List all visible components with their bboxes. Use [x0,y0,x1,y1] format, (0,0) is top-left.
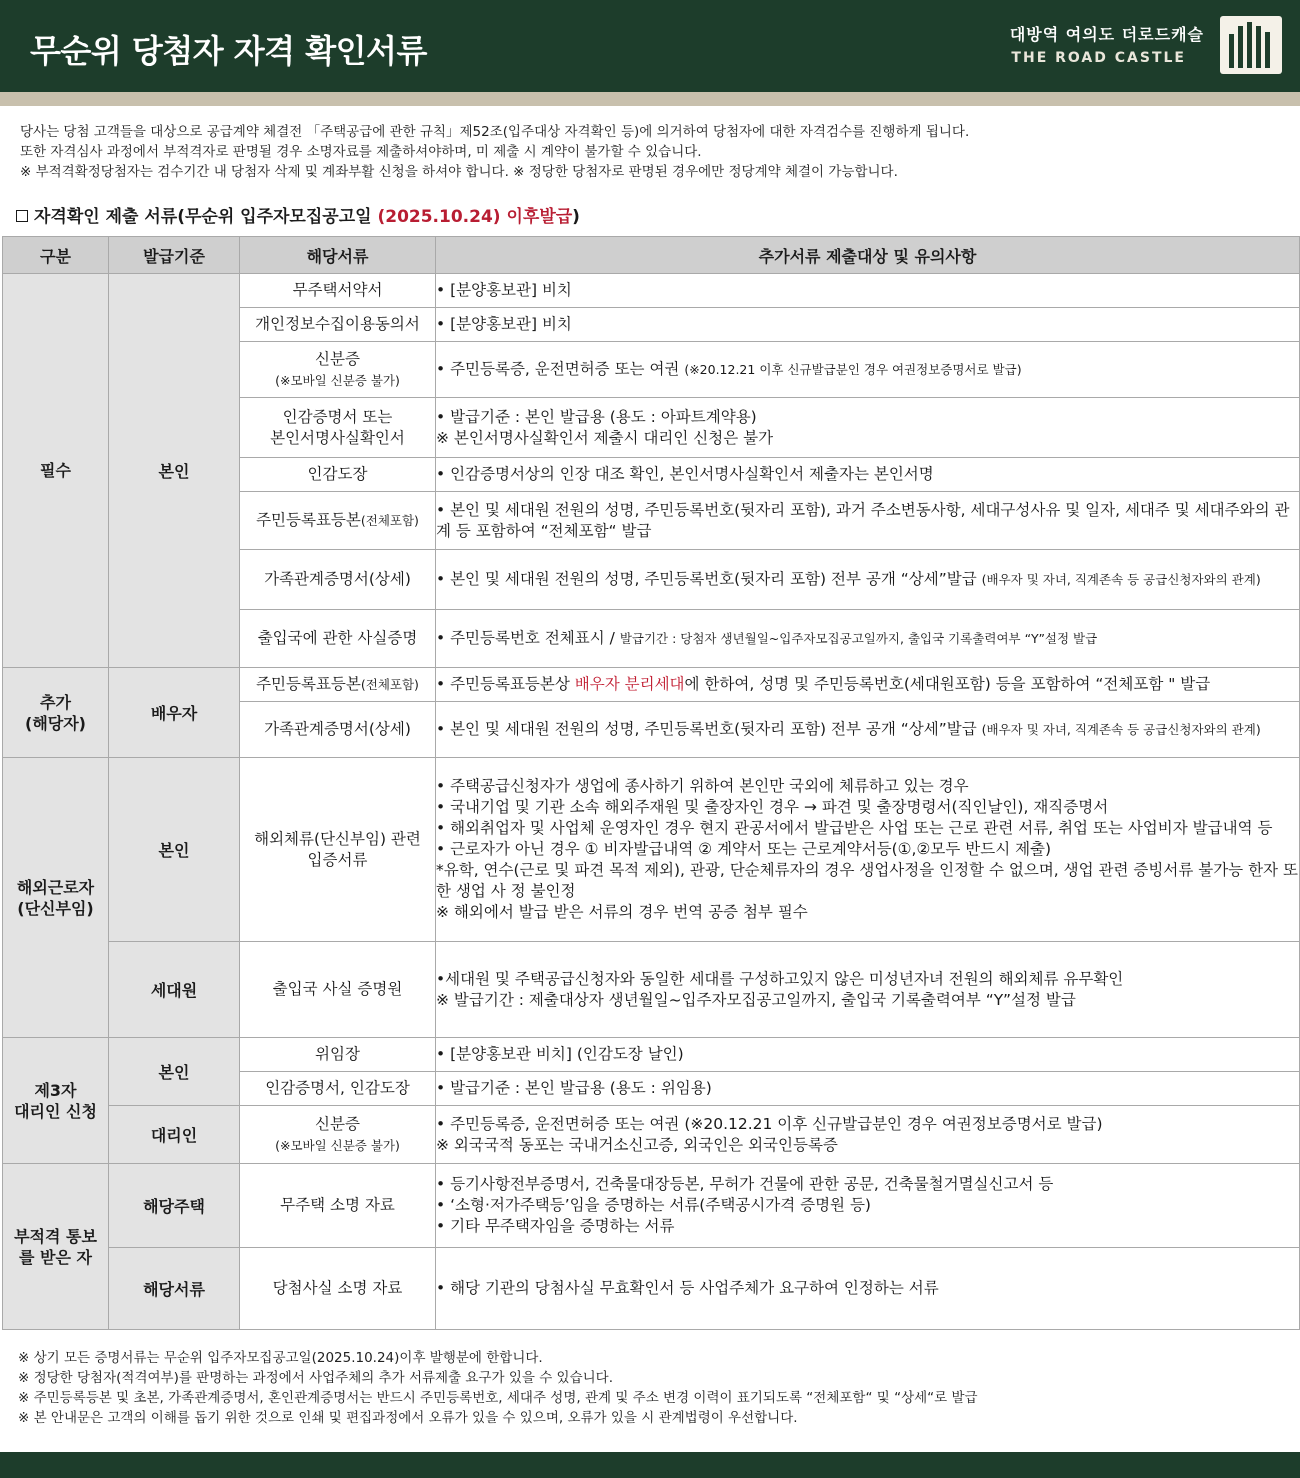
section-title [16,202,580,227]
document-cell: 위임장 [240,1038,436,1072]
intro-text [20,122,1280,182]
table-row [3,668,1300,702]
basis-cell: 본인 [109,758,240,942]
footnotes [18,1348,978,1428]
section-title-suffix: ) [572,207,580,227]
category-cell: 해외근로자 (단신부임) [3,758,109,1038]
note-cell: • 주민등록표등본상 배우자 분리세대에 한하여, 성명 및 주민등록번호(세대원포함) 등을 포함하여 “전체포함 " 발급 [436,668,1300,702]
intro-line: ※ 부적격확정당첨자는 검수기간 내 당첨자 삭제 및 계좌부활 신청을 하셔야 합니다. ※ 정당한 당첨자로 판명된 경우에만 정당계약 체결이 가능합니다. [20,164,898,180]
brand-name-korean: 대방역 여의도 더로드캐슬 [1009,25,1204,44]
document-cell: 출입국 사실 증명원 [240,942,436,1038]
table-row [3,1106,1300,1164]
note-cell: • 본인 및 세대원 전원의 성명, 주민등록번호(뒷자리 포함) 전부 공개 “상세”발급 (배우자 및 자녀, 직계존속 등 공급신청자와의 관계) [436,550,1300,610]
intro-line: 또한 자격심사 과정에서 부적격자로 판명될 경우 소명자료를 제출하셔야하며, 미 제출 시 계약이 불가할 수 있습니다. [20,144,702,160]
category-cell: 제3자 대리인 신청 [3,1038,109,1164]
intro-line: 당사는 당첨 고객들을 대상으로 공급계약 체결전 「주택공급에 관한 규칙」제52조(입주대상 자격확인 등)에 의거하여 당첨자에 대한 자격검수를 진행하게 됩니다. [20,124,970,140]
table-row [3,1248,1300,1330]
category-cell: 추가 (해당자) [3,668,109,758]
document-subnote: (※모바일 신분증 불가) [275,1137,400,1153]
documents-table [2,236,1300,1330]
note-cell: • 주택공급신청자가 생업에 종사하기 위하여 본인만 국외에 체류하고 있는 경우 • 국내기업 및 기관 소속 해외주재원 및 출장자인 경우 → 파견 및 출장명령서(직인날인), 재직증명서 • 해외취업자 및 사업체 운영자인 경우 현지 관공서에서 발급받은 사업 또는 근로 관련 서류, 취업 또는 사업비자 발급내역 등 • 근로자가 아닌 경우 ① 비자발급내역 ② 계약서 또는 근로계약서등(①,②모두 반드시 제출) *유학, 연수(근로 및 파견 목적 제외), 관광, 단순체류자의 경우 생업사정을 인정할 수 없으며, 생업 관련 증빙서류 불가능 한자 또한 생업 사 정 불인정 ※ 해외에서 발급 받은 서류의 경우 번역 공증 첨부 필수 [436,758,1300,942]
note-cell: • 등기사항전부증명서, 건축물대장등본, 무허가 건물에 관한 공문, 건축물철거멸실신고서 등 • ‘소형·저가주택등’임을 증명하는 서류(주택공시가격 증명원 등) • 기타 무주택자임을 증명하는 서류 [436,1164,1300,1248]
document-cell: 신분증 (※모바일 신분증 불가) [240,1106,436,1164]
footer-bar [0,1452,1300,1478]
column-header: 발급기준 [109,237,240,274]
building-logo-icon [1220,16,1282,74]
note-cell: • 발급기준 : 본인 발급용 (용도 : 아파트계약용) ※ 본인서명사실확인서 제출시 대리인 신청은 불가 [436,398,1300,458]
document-cell: 개인정보수집이용동의서 [240,308,436,342]
note-cell: • 본인 및 세대원 전원의 성명, 주민등록번호(뒷자리 포함), 과거 주소변동사항, 세대구성사유 및 일자, 세대주 및 세대주와의 관계 등 포함하여 “전체포함“ 발급 [436,492,1300,550]
basis-cell: 본인 [109,274,240,668]
page-title: 무순위 당첨자 자격 확인서류 [30,32,427,70]
document-cell: 당첨사실 소명 자료 [240,1248,436,1330]
brand-name-english: THE ROAD CASTLE [1011,50,1186,66]
note-cell: • 주민등록번호 전체표시 / 발급기간 : 당첨자 생년월일~입주자모집공고일까지, 출입국 기록출력여부 “Y”설정 발급 [436,610,1300,668]
highlighted-text: 배우자 분리세대 [574,675,685,693]
footnote-line: ※ 주민등록등본 및 초본, 가족관계증명서, 혼인관계증명서는 반드시 주민등록번호, 세대주 성명, 관계 및 주소 변경 이력이 표기되도록 “전체포함“ 및 “상세“로 발급 [18,1390,978,1406]
note-cell: • 인감증명서상의 인장 대조 확인, 본인서명사실확인서 제출자는 본인서명 [436,458,1300,492]
document-subnote: (※모바일 신분증 불가) [275,372,400,388]
basis-cell: 해당주택 [109,1164,240,1248]
footnote-line: ※ 본 안내문은 고객의 이해를 돕기 위한 것으로 인쇄 및 편집과정에서 오류가 있을 수 있으며, 오류가 있을 시 관계법령이 우선합니다. [18,1410,798,1426]
table-row [3,274,1300,308]
basis-cell: 해당서류 [109,1248,240,1330]
note-cell: • 본인 및 세대원 전원의 성명, 주민등록번호(뒷자리 포함) 전부 공개 “상세”발급 (배우자 및 자녀, 직계존속 등 공급신청자와의 관계) [436,702,1300,758]
category-cell: 필수 [3,274,109,668]
footnote-line: ※ 상기 모든 증명서류는 무순위 입주자모집공고일(2025.10.24)이후 발행분에 한합니다. [18,1350,543,1366]
note-cell: • 주민등록증, 운전면허증 또는 여권 (※20.12.21 이후 신규발급분인 경우 여권정보증명서로 발급) [436,342,1300,398]
note-cell: • [분양홍보관 비치] (인감도장 날인) [436,1038,1300,1072]
table-row [3,942,1300,1038]
note-cell: • [분양홍보관] 비치 [436,308,1300,342]
note-cell: • [분양홍보관] 비치 [436,274,1300,308]
document-cell: 인감증명서, 인감도장 [240,1072,436,1106]
section-title-prefix: 자격확인 제출 서류(무순위 입주자모집공고일 [34,207,378,227]
document-cell: 주민등록표등본(전체포함) [240,492,436,550]
table-row [3,1164,1300,1248]
header-banner [0,0,1300,92]
document-cell: 가족관계증명서(상세) [240,702,436,758]
document-cell: 가족관계증명서(상세) [240,550,436,610]
document-cell: 주민등록표등본(전체포함) [240,668,436,702]
document-cell: 해외체류(단신부임) 관련 입증서류 [240,758,436,942]
footnote-line: ※ 정당한 당첨자(적격여부)를 판명하는 과정에서 사업주체의 추가 서류제출 요구가 있을 수 있습니다. [18,1370,613,1386]
category-cell: 부적격 통보 를 받은 자 [3,1164,109,1330]
note-cell: • 주민등록증, 운전면허증 또는 여권 (※20.12.21 이후 신규발급분인 경우 여권정보증명서로 발급) ※ 외국국적 동포는 국내거소신고증, 외국인은 외국인등록증 [436,1106,1300,1164]
document-cell: 무주택 소명 자료 [240,1164,436,1248]
section-title-date: (2025.10.24) 이후발급 [377,207,573,227]
basis-cell: 본인 [109,1038,240,1106]
basis-cell: 배우자 [109,668,240,758]
note-cell: • 발급기준 : 본인 발급용 (용도 : 위임용) [436,1072,1300,1106]
column-header: 추가서류 제출대상 및 유의사항 [436,237,1300,274]
document-cell: 무주택서약서 [240,274,436,308]
column-header: 해당서류 [240,237,436,274]
basis-cell: 대리인 [109,1106,240,1164]
square-bullet-icon [16,210,28,222]
document-cell: 인감도장 [240,458,436,492]
table-row [3,1038,1300,1072]
table-row [3,758,1300,942]
document-cell: 신분증 (※모바일 신분증 불가) [240,342,436,398]
basis-cell: 세대원 [109,942,240,1038]
table-header-row [3,237,1300,274]
document-cell: 인감증명서 또는 본인서명사실확인서 [240,398,436,458]
header-divider [0,92,1300,106]
note-cell: •세대원 및 주택공급신청자와 동일한 세대를 구성하고있지 않은 미성년자녀 전원의 해외체류 유무확인 ※ 발급기간 : 제출대상자 생년월일~입주자모집공고일까지, 출입국 기록출력여부 “Y”설정 발급 [436,942,1300,1038]
note-cell: • 해당 기관의 당첨사실 무효확인서 등 사업주체가 요구하여 인정하는 서류 [436,1248,1300,1330]
column-header: 구분 [3,237,109,274]
document-cell: 출입국에 관한 사실증명 [240,610,436,668]
